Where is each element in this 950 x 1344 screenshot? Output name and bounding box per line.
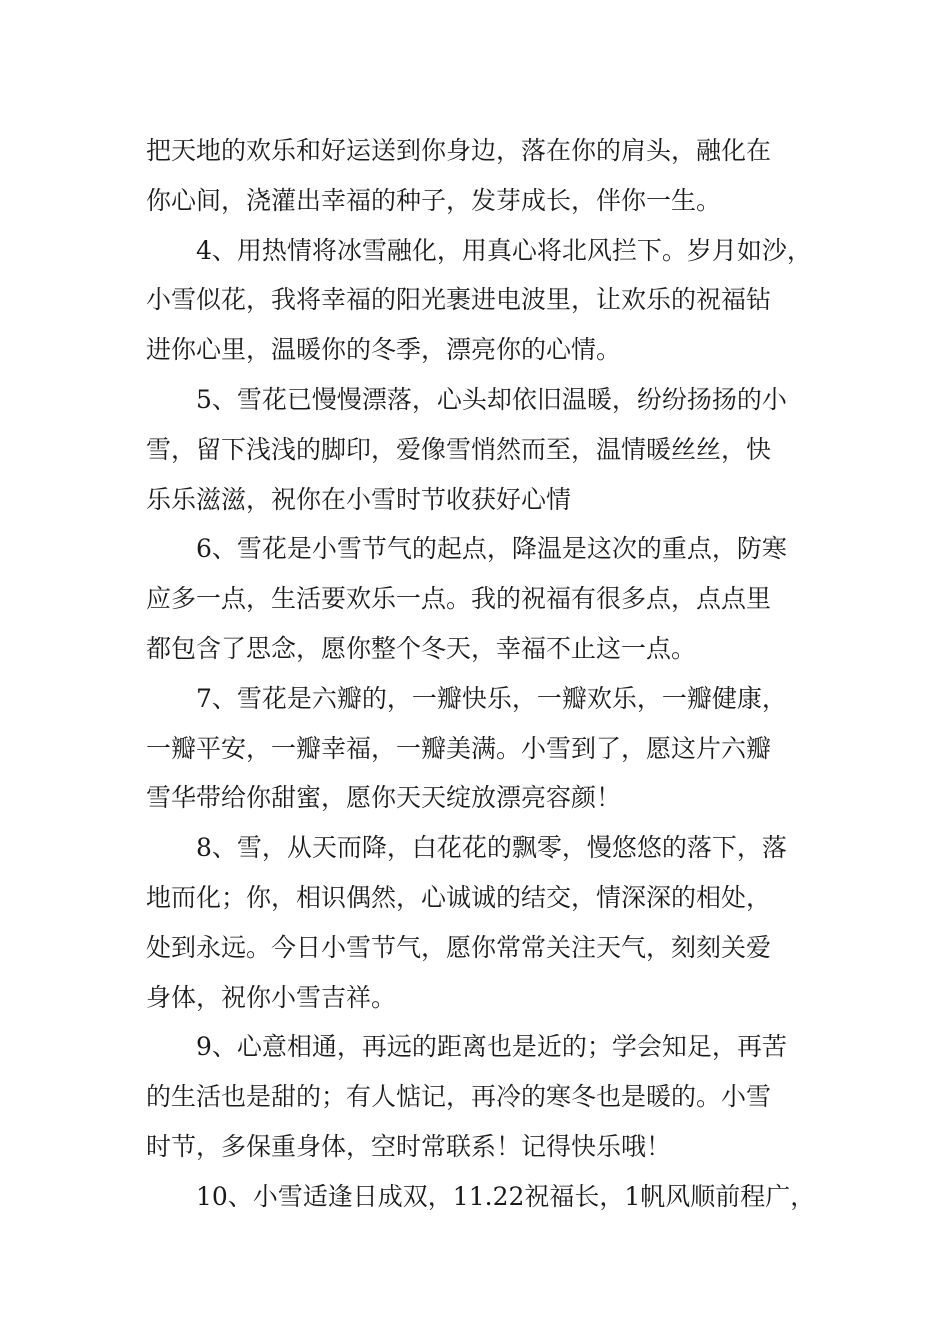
paragraph-item-4 bbox=[146, 226, 836, 375]
text-line: 乐乐滋滋，祝你在小雪时节收获好心情 bbox=[146, 484, 572, 514]
text-line: 10、小雪适逢日成双，11.22祝福长，1帆风顺前程广， bbox=[196, 1181, 816, 1211]
paragraph-item-6 bbox=[146, 524, 836, 673]
text-line: 4、用热情将冰雪融化，用真心将北风拦下。岁月如沙， bbox=[196, 235, 812, 265]
text-line: 的生活也是甜的；有人惦记，再冷的寒冬也是暖的。小雪 bbox=[146, 1082, 772, 1112]
text-line: 进你心里，温暖你的冬季，漂亮你的心情。 bbox=[146, 335, 622, 365]
text-line: 应多一点，生活要欢乐一点。我的祝福有很多点，点点里 bbox=[146, 584, 772, 614]
text-line: 6、雪花是小雪节气的起点，降温是这次的重点，防寒 bbox=[196, 534, 787, 564]
text-line: 地而化；你，相识偶然，心诚诚的结交，情深深的相处， bbox=[146, 882, 772, 912]
text-line: 雪华带给你甜蜜，愿你天天绽放漂亮容颜！ bbox=[146, 783, 622, 813]
paragraph-continuation bbox=[146, 126, 836, 226]
paragraph-item-9 bbox=[146, 1022, 836, 1171]
text-line: 5、雪花已慢慢漂落，心头却依旧温暖，纷纷扬扬的小 bbox=[196, 384, 787, 414]
text-line: 都包含了思念，愿你整个冬天，幸福不止这一点。 bbox=[146, 633, 697, 663]
paragraph-item-7 bbox=[146, 674, 836, 823]
text-line: 把天地的欢乐和好运送到你身边，落在你的肩头，融化在 bbox=[146, 136, 772, 165]
text-line: 身体，祝你小雪吉祥。 bbox=[146, 982, 397, 1012]
paragraph-item-5 bbox=[146, 375, 836, 524]
text-line: 处到永远。今日小雪节气，愿你常常关注天气，刻刻关爱 bbox=[146, 932, 772, 962]
text-line: 小雪似花，我将幸福的阳光裹进电波里，让欢乐的祝福钻 bbox=[146, 285, 772, 315]
text-line: 雪，留下浅浅的脚印，爱像雪悄然而至，温情暖丝丝，快 bbox=[146, 434, 772, 464]
text-line: 一瓣平安，一瓣幸福，一瓣美满。小雪到了，愿这片六瓣 bbox=[146, 733, 772, 763]
text-line: 时节，多保重身体，空时常联系！记得快乐哦！ bbox=[146, 1131, 672, 1161]
text-line: 9、心意相通，再远的距离也是近的；学会知足，再苦 bbox=[196, 1032, 787, 1062]
text-line: 你心间，浇灌出幸福的种子，发芽成长，伴你一生。 bbox=[146, 185, 722, 215]
text-line: 7、雪花是六瓣的，一瓣快乐，一瓣欢乐，一瓣健康， bbox=[196, 683, 787, 713]
document-body bbox=[146, 126, 836, 1222]
paragraph-item-8 bbox=[146, 823, 836, 1022]
paragraph-item-10 bbox=[146, 1172, 836, 1222]
text-line: 8、雪，从天而降，白花花的飘零，慢悠悠的落下，落 bbox=[196, 833, 787, 863]
